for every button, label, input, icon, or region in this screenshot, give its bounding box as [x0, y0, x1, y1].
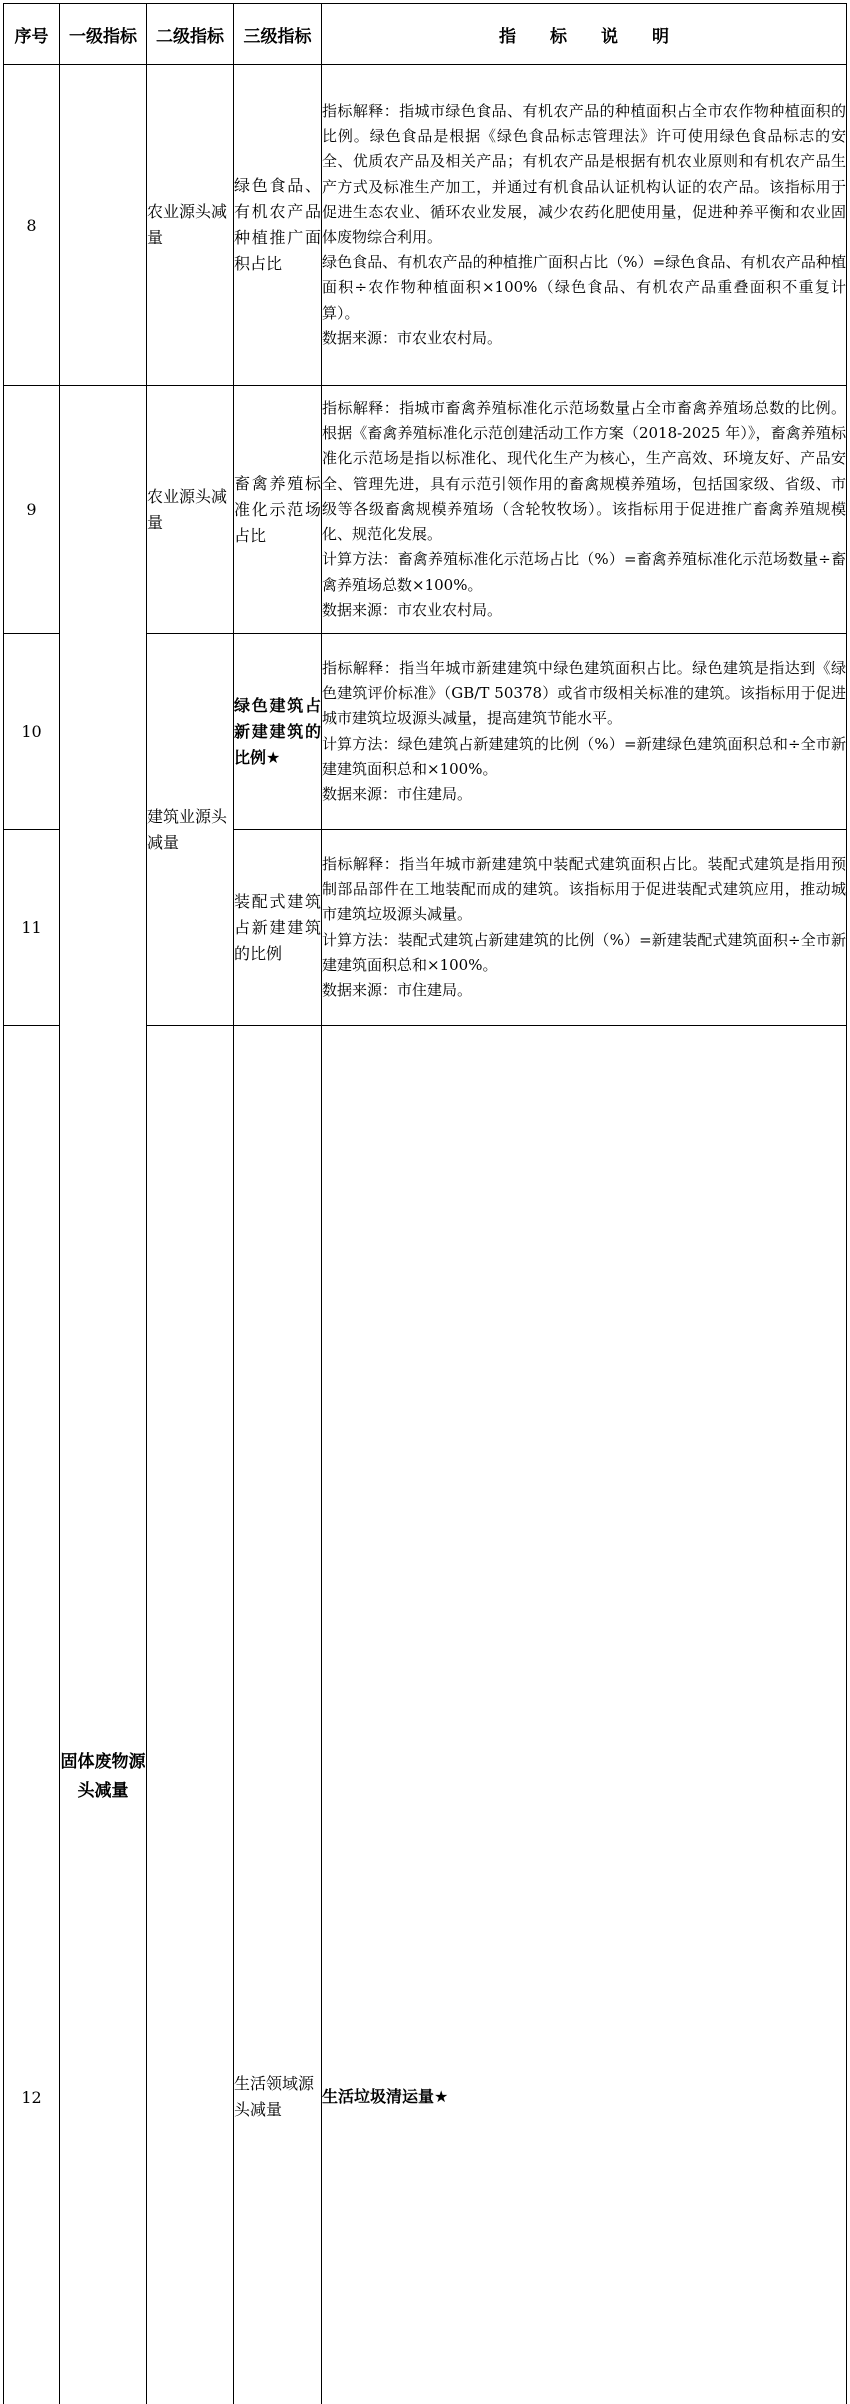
- header-level3: 三级指标: [234, 4, 322, 65]
- header-explain: 指 标 说 明: [322, 4, 847, 65]
- header-seq: 序号: [4, 4, 60, 65]
- header-level2: 二级指标: [147, 4, 234, 65]
- desc-formula: 计算方法：畜禽养殖标准化示范场占比（%）=畜禽养殖标准化示范场数量÷畜禽养殖场总数×100%。: [322, 547, 846, 597]
- desc-explanation: 指标解释：指城市绿色食品、有机农产品的种植面积占全市农作物种植面积的比例。绿色食品是根据《绿色食品标志管理法》许可使用绿色食品标志的安全、优质农产品及相关产品；有机农产品是根据有机农业原则和有机农产品生产方式及标准生产加工，并通过有机食品认证机构认证的农产品。该指标用于促进生态农业、循环农业发展，减少农药化肥使用量，促进种养平衡和农业固体废物综合利用。: [322, 99, 846, 250]
- row-seq: 11: [4, 830, 60, 1026]
- desc-formula: 计算方法：装配式建筑占新建建筑的比例（%）=新建装配式建筑面积÷全市新建建筑面积总和×100%。: [322, 928, 846, 978]
- row-level2: 农业源头减量: [147, 386, 234, 634]
- desc-formula: 绿色食品、有机农产品的种植推广面积占比（%）=绿色食品、有机农产品种植面积÷农作物种植面积×100%（绿色食品、有机农产品重叠面积不重复计算）。: [322, 250, 846, 326]
- desc-formula: 计算方法：绿色建筑占新建建筑的比例（%）=新建绿色建筑面积总和÷全市新建建筑面积总和×100%。: [322, 732, 846, 782]
- row-level2: 农业源头减量: [147, 65, 234, 386]
- row-seq: 8: [4, 65, 60, 386]
- table-row: [4, 65, 847, 386]
- desc-explanation: 指标解释：指当年城市新建建筑中装配式建筑面积占比。装配式建筑是指用预制部品部件在工地装配而成的建筑。该指标用于促进装配式建筑应用，推动城市建筑垃圾源头减量。: [322, 852, 846, 928]
- desc-explanation: 指标解释：指城市畜禽养殖标准化示范场数量占全市畜禽养殖场总数的比例。根据《畜禽养殖标准化示范创建活动工作方案（2018-2025 年）》，畜禽养殖标准化示范场是指以标准化、现代化生产为核心，生产高效、环境友好、产品安全、管理先进，具有示范引领作用的畜禽规模养殖场，包括国家级、省级、市级等各级畜禽规模养殖场（含轮牧牧场）。该指标用于促进推广畜禽养殖规模化、规范化发展。: [322, 396, 846, 547]
- header-row: [4, 4, 847, 65]
- row-level2: 生活领域源头减量: [234, 1026, 322, 2404]
- table-row: [4, 386, 847, 634]
- level1-empty-cell: [147, 1026, 234, 2404]
- row-level3: 生活垃圾清运量★: [322, 1026, 847, 2404]
- row-description: [322, 65, 847, 386]
- desc-source: 数据来源：市农业农村局。: [322, 326, 846, 351]
- row-seq: 10: [4, 634, 60, 830]
- desc-source: 数据来源：市住建局。: [322, 978, 846, 1003]
- desc-source: 数据来源：市住建局。: [322, 782, 846, 807]
- level1-solid-waste-source-reduction: 固体废物源头减量: [60, 386, 147, 2404]
- level1-empty-cell: [60, 65, 147, 386]
- indicator-table: [3, 3, 847, 2404]
- row-description: [322, 634, 847, 830]
- header-level1: 一级指标: [60, 4, 147, 65]
- level2-construction-source-reduction: 建筑业源头减量: [147, 634, 234, 1026]
- row-seq: 9: [4, 386, 60, 634]
- row-level3: 绿色食品、有机农产品种植推广面积占比: [234, 65, 322, 386]
- row-level3: 绿色建筑占新建建筑的比例★: [234, 634, 322, 830]
- row-level3: 装配式建筑占新建建筑的比例: [234, 830, 322, 1026]
- row-level3: 畜禽养殖标准化示范场占比: [234, 386, 322, 634]
- row-description: [322, 830, 847, 1026]
- row-seq: 12: [4, 1026, 60, 2404]
- row-description: [322, 386, 847, 634]
- desc-explanation: 指标解释：指当年城市新建建筑中绿色建筑面积占比。绿色建筑是指达到《绿色建筑评价标准》（GB/T 50378）或省市级相关标准的建筑。该指标用于促进城市建筑垃圾源头减量，提高建筑节能水平。: [322, 656, 846, 732]
- desc-source: 数据来源：市农业农村局。: [322, 598, 846, 623]
